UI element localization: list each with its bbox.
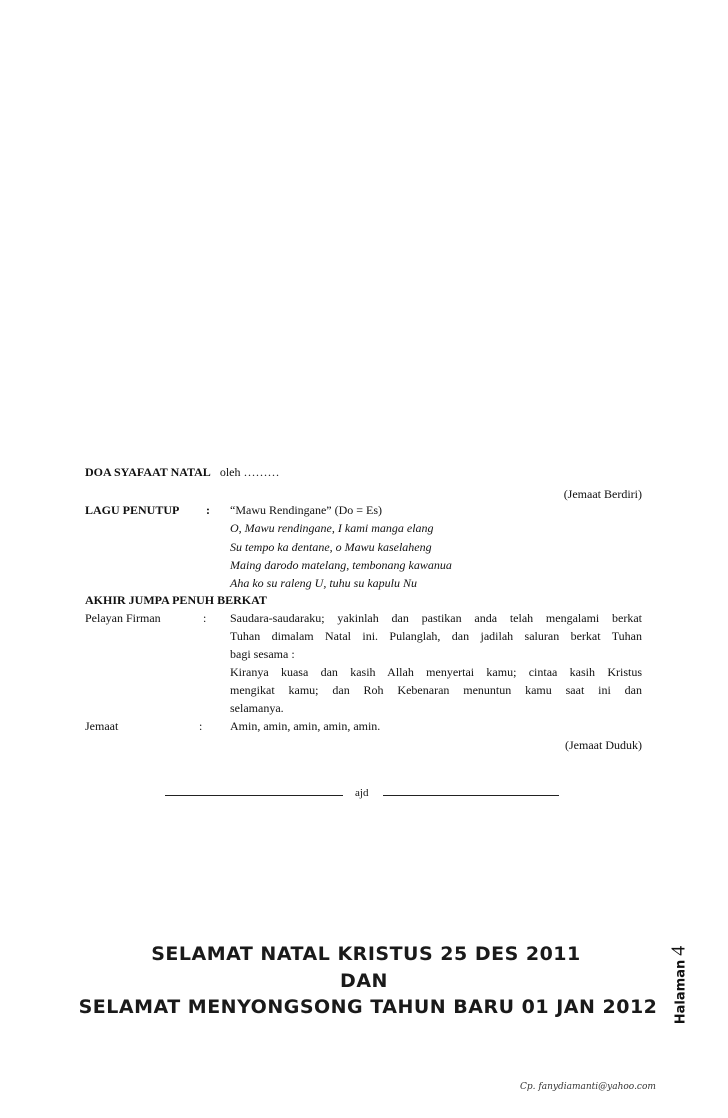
page-number: 4 <box>667 945 690 956</box>
pelayan-line: selamanya. <box>230 701 284 715</box>
divider-line-right <box>383 795 559 796</box>
footer-line-3: SELAMAT MENYONGSONG TAHUN BARU 01 JAN 2012 <box>78 996 658 1018</box>
lagu-line: Aha ko su raleng U, tuhu su kapulu Nu <box>230 576 417 590</box>
doa-heading <box>85 465 279 480</box>
pelayan-label: Pelayan Firman <box>85 611 161 625</box>
jemaat-berdiri-note: (Jemaat Berdiri) <box>563 487 642 501</box>
footer-line-2: DAN <box>340 970 388 992</box>
pelayan-line: Saudara-saudaraku; yakinlah dan pastikan anda telah mengalami berkat <box>230 611 642 625</box>
doa-by: oleh ……… <box>219 465 280 479</box>
jemaat-label: Jemaat <box>85 719 119 733</box>
lagu-line: Maing darodo matelang, tembonang kawanua <box>230 558 452 572</box>
lagu-line: O, Mawu rendingane, I kami manga elang <box>230 521 434 535</box>
pelayan-line: Tuhan dimalam Natal ini. Pulanglah, dan jadilah saluran berkat Tuhan <box>230 629 642 643</box>
pelayan-line: mengikat kamu; dan Roh Kebenaran menuntun kamu saat ini dan <box>230 683 642 697</box>
contact-email: Cp. fanydiamanti@yahoo.com <box>520 1082 656 1092</box>
pelayan-colon: : <box>203 611 207 625</box>
jemaat-response: Amin, amin, amin, amin, amin. <box>230 719 381 733</box>
akhir-heading: AKHIR JUMPA PENUH BERKAT <box>85 593 267 607</box>
lagu-line: Su tempo ka dentane, o Mawu kaselaheng <box>230 540 432 554</box>
page-label: Halaman <box>673 959 689 1025</box>
jemaat-duduk-note: (Jemaat Duduk) <box>565 738 642 752</box>
divider-text: ajd <box>355 787 369 799</box>
pelayan-line: bagi sesama : <box>230 647 295 661</box>
divider-line-left <box>165 795 343 796</box>
lagu-label: LAGU PENUTUP <box>85 503 180 517</box>
lagu-title: “Mawu Rendingane” (Do = Es) <box>230 503 383 517</box>
lagu-colon: : <box>206 503 210 517</box>
page-number-side <box>664 940 694 1030</box>
jemaat-colon: : <box>199 719 203 733</box>
pelayan-line: Kiranya kuasa dan kasih Allah menyertai kamu; cintaa kasih Kristus <box>230 665 642 679</box>
doa-title: DOA SYAFAAT NATAL <box>85 465 211 479</box>
footer-line-1: SELAMAT NATAL KRISTUS 25 DES 2011 <box>151 943 581 965</box>
